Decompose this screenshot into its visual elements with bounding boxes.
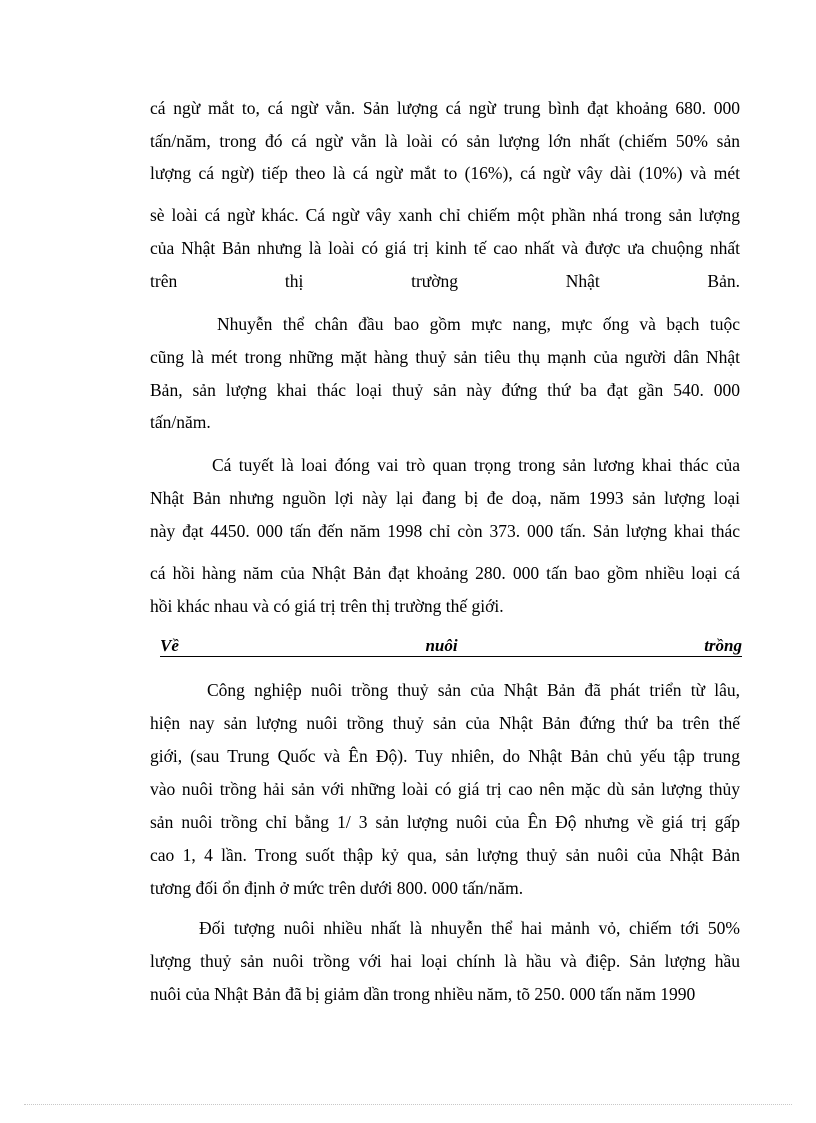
heading-word: Về bbox=[160, 636, 179, 655]
paragraph-line: giới, (sau Trung Quốc và Ên Độ). Tuy nhiên, do Nhật Bản chủ yếu tập trung bbox=[150, 746, 740, 766]
paragraph-line: vào nuôi trồng hải sản với những loài có giá trị cao nên mặc dù sản lượng thủy bbox=[150, 779, 740, 799]
section-heading bbox=[160, 634, 742, 657]
paragraph-line: tấn/năm, trong đó cá ngừ vằn là loài có sản lượng lớn nhất (chiếm 50% sản bbox=[150, 131, 740, 151]
paragraph-line: Bản, sản lượng khai thác loại thuỷ sản này đứng thứ ba đạt gần 540. 000 bbox=[150, 380, 740, 400]
heading-word: nuôi bbox=[425, 636, 458, 655]
paragraph-line: lượng cá ngừ) tiếp theo là cá ngừ mắt to (16%), cá ngừ vây dài (10%) và mét bbox=[150, 163, 740, 183]
paragraph-line: nuôi của Nhật Bản đã bị giảm dần trong nhiều năm, tõ 250. 000 tấn năm 1990 bbox=[150, 984, 696, 1004]
paragraph-line: hồi khác nhau và có giá trị trên thị trường thế giới. bbox=[150, 596, 504, 616]
paragraph-line: Nhuyễn thể chân đầu bao gồm mực nang, mực ống và bạch tuộc bbox=[217, 314, 740, 334]
paragraph-line: cá hồi hàng năm của Nhật Bản đạt khoảng 280. 000 tấn bao gồm nhiều loại cá bbox=[150, 563, 740, 583]
page-bottom-divider bbox=[24, 1104, 792, 1105]
paragraph-line: sản nuôi trồng chỉ bằng 1/ 3 sản lượng nuôi của Ên Độ nhưng về giá trị gấp bbox=[150, 812, 740, 832]
paragraph-line: cao 1, 4 lần. Trong suốt thập kỷ qua, sản lượng thuỷ sản nuôi của Nhật Bản bbox=[150, 845, 740, 865]
paragraph-line: Cá tuyết là loai đóng vai trò quan trọng trong sản lương khai thác của bbox=[212, 455, 740, 475]
paragraph-line: tương đối ổn định ở mức trên dưới 800. 000 tấn/năm. bbox=[150, 878, 524, 898]
paragraph-line: của Nhật Bản nhưng là loài có giá trị kinh tế cao nhất và được ưa chuộng nhất bbox=[150, 238, 740, 258]
paragraph-line: tấn/năm. bbox=[150, 412, 211, 432]
paragraph-line: cũng là mét trong những mặt hàng thuỷ sản tiêu thụ mạnh của người dân Nhật bbox=[150, 347, 740, 367]
paragraph-line: Công nghiệp nuôi trồng thuỷ sản của Nhật Bản đã phát triển từ lâu, bbox=[207, 680, 740, 700]
heading-word: trồng bbox=[704, 636, 742, 655]
paragraph-line: lượng thuỷ sản nuôi trồng với hai loại chính là hầu và điệp. Sản lượng hầu bbox=[150, 951, 740, 971]
paragraph-line: Nhật Bản nhưng nguồn lợi này lại đang bị đe doạ, năm 1993 sản lượng loại bbox=[150, 488, 740, 508]
paragraph-line: Đối tượng nuôi nhiều nhất là nhuyễn thể hai mảnh vỏ, chiếm tới 50% bbox=[199, 918, 740, 938]
paragraph-line: này đạt 4450. 000 tấn đến năm 1998 chỉ còn 373. 000 tấn. Sản lượng khai thác bbox=[150, 521, 740, 541]
paragraph-line: hiện nay sản lượng nuôi trồng thuỷ sản của Nhật Bản đứng thứ ba trên thế bbox=[150, 713, 740, 733]
paragraph-line: sè loài cá ngừ khác. Cá ngừ vây xanh chỉ chiếm một phần nhá trong sản lượng bbox=[150, 205, 740, 225]
paragraph-line: cá ngừ mắt to, cá ngừ vằn. Sản lượng cá ngừ trung bình đạt khoảng 680. 000 bbox=[150, 98, 740, 118]
paragraph-line: trên thị trường Nhật Bản. bbox=[150, 271, 740, 291]
